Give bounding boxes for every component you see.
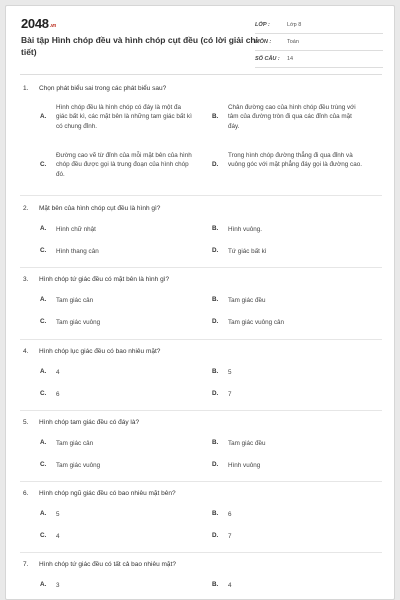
option-text: 7 — [228, 533, 232, 540]
meta-row-count — [255, 51, 383, 68]
option-text: Đường cao vẽ từ đỉnh của mỗi mặt bên của hình chóp đều được gọi là trung đoạn của hình chóp đó. — [56, 152, 192, 178]
option-text: Tam giác đều — [228, 297, 266, 304]
question-text: 2. Mặt bên của hình chóp cụt đều là hình gì? — [23, 205, 161, 212]
question-divider — [20, 339, 382, 340]
option-text: Tam giác vuông cân — [228, 319, 285, 326]
logo-text: 2048 — [21, 16, 49, 31]
meta-value: Toán — [287, 39, 299, 45]
option-text: 4 — [56, 533, 60, 540]
option-text: 6 — [228, 511, 232, 518]
meta-row-subject — [255, 34, 383, 51]
option-text: Hình chữ nhật — [56, 226, 96, 233]
question-text: 3. Hình chóp tứ giác đều có mặt bên là hình gì? — [23, 276, 170, 283]
option-text: Tam giác cân — [56, 440, 94, 447]
question-text: 7. Hình chóp tứ giác đều có tất cả bao nhiêu mặt? — [23, 561, 176, 568]
meta-value: Lớp 8 — [287, 22, 302, 28]
meta-label: MÔN : — [255, 39, 272, 45]
header-divider — [20, 74, 382, 75]
option-text: 7 — [228, 391, 232, 398]
meta-table — [255, 17, 383, 68]
option-text: Tam giác vuông — [56, 462, 101, 469]
question-divider — [20, 552, 382, 553]
option-text: 4 — [228, 582, 232, 589]
page-title: Bài tập Hình chóp đều và hình chóp cụt đều (có lời giải chi tiết) — [21, 35, 258, 57]
site-logo[interactable] — [21, 16, 56, 31]
question-divider — [20, 267, 382, 268]
meta-label: SỐ CÂU : — [255, 56, 280, 62]
option-text: Chân đường cao của hình chóp đều trùng với tâm của đường tròn đi qua các đỉnh của mặt đáy. — [228, 104, 356, 130]
option-text: 5 — [56, 511, 60, 518]
option-text: Hình thang cân — [56, 248, 99, 255]
option-text: Tam giác cân — [56, 297, 94, 304]
question-text: 4. Hình chóp lục giác đều có bao nhiêu mặt? — [23, 348, 161, 355]
meta-label: LỚP : — [255, 22, 270, 28]
option-text: 3 — [56, 582, 60, 589]
option-text: Trong hình chóp đường thẳng đi qua đỉnh và vuông góc với mặt phẳng đáy gọi là đường cao. — [228, 152, 362, 169]
option-text: Hình chóp đều là hình chóp có đáy là một đa giác bất kì, các mặt bên là những tam giác bất kì có chung đỉnh. — [56, 104, 192, 130]
option-text: 6 — [56, 391, 60, 398]
meta-row-grade — [255, 17, 383, 34]
meta-value: 14 — [287, 56, 294, 62]
option-text: 5 — [228, 369, 232, 376]
option-text: Hình vuông. — [228, 226, 262, 233]
option-text: Tứ giác bất kì — [228, 248, 267, 255]
question-divider — [20, 195, 382, 196]
question-text: 6. Hình chóp ngũ giác đều có bao nhiêu mặt bên? — [23, 490, 176, 497]
option-text: 4 — [56, 369, 60, 376]
question-text: 1. Chọn phát biểu sai trong các phát biểu sau? — [23, 85, 167, 92]
question-divider — [20, 410, 382, 411]
question-text: 5. Hình chóp tam giác đều có đáy là? — [23, 419, 140, 426]
question-divider — [20, 481, 382, 482]
option-text: Hình vuông — [228, 462, 261, 469]
option-text: Tam giác đều — [228, 440, 266, 447]
option-text: Tam giác vuông — [56, 319, 101, 326]
worksheet-page: 2048.vn Bài tập Hình chóp đều và hình chóp cụt đều (có lời giải chi tiết) LỚP : Lớp 8 MÔN : Toán SỐ CÂU : 14 1. Chọn phát biểu sai trong các phát biểu sau? A. Hình chóp đều là hình chóp có đáy là một đa giác bất kì, các mặt bên là những tam giác bất kì có chung đỉnh. B. Chân đường cao của hình chóp đều trùng với tâm của đường tròn đi qua các đỉnh của mặt đáy. C. Đường cao vẽ từ đỉnh của mỗi mặt bên của hình chóp đều được gọi là trung đoạn của hình chóp đó. D. Trong hình chóp đường thẳng đi qua đỉnh và vuông góc với mặt phẳng đáy gọi là đường cao. 2. Mặt bên của hình chóp cụt đều là hình gì? A. Hình chữ nhật B. Hình vuông. C. Hình thang cân D. Tứ giác bất kì 3. Hình chóp tứ giác đều có mặt bên là hình gì? A. Tam giác cân B. Tam giác đều C. Tam giác vuông D. Tam giác vuông cân 4. Hình chóp lục giác đều có bao nhiêu mặt? A. 4 B. 5 C. 6 D. 7 5. Hình chóp tam giác đều có đáy là? A. Tam giác cân B. Tam giác đều C. Tam giác vuông D. Hình vuông 6. Hình chóp ngũ giác đều có bao nhiêu mặt bên? A. 5 B. 6 C. 4 D. 7 7. Hình chóp tứ giác đều có tất cả bao nhiêu mặt? A. 3 B. 4 — [5, 5, 395, 600]
worksheet-header — [6, 6, 395, 74]
logo-tld: .vn — [49, 23, 57, 29]
